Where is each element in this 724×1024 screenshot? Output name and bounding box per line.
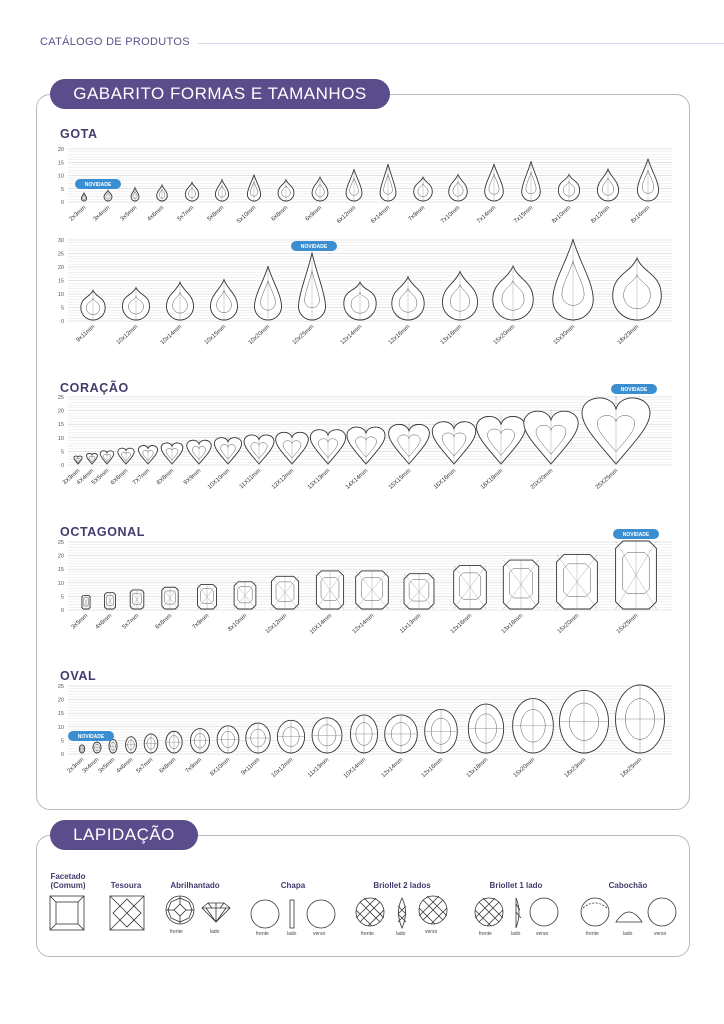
octagonal-4x6mm — [105, 593, 116, 609]
axis-tick-label: 0 — [60, 608, 64, 614]
size-label: 12x14mm — [380, 757, 405, 780]
gota-6x14mm — [380, 164, 396, 201]
coracao-10X10mm — [214, 437, 241, 464]
size-label: 15x20mm — [492, 324, 517, 347]
size-label: 5x8mm — [206, 205, 226, 223]
oval-9x11mm — [246, 723, 270, 753]
axis-tick-label: 30 — [57, 238, 64, 244]
briollet2-lado-label: lado — [396, 931, 406, 937]
section-title-oval: OVAL — [60, 669, 97, 683]
oval-10X14mm — [350, 715, 377, 753]
gota-10x15mm — [211, 280, 238, 321]
cuts-panel-title: LAPIDAÇÃO — [50, 820, 198, 850]
cabochao-front-icon — [581, 898, 609, 926]
size-label: 3X3mm — [61, 468, 82, 487]
size-label: 12x16mm — [387, 324, 412, 347]
cut-title-tesoura: Tesoura — [110, 881, 142, 890]
size-label: 6x8mm — [270, 205, 290, 223]
axis-tick-label: 10 — [57, 580, 64, 587]
oval-3x4mm — [93, 742, 101, 753]
gota-7x15mm — [522, 161, 541, 201]
size-label: 2x3mm — [66, 757, 86, 775]
gota-3x4mm — [104, 190, 112, 201]
svg-text:NOVIDADE: NOVIDADE — [622, 532, 650, 538]
svg-text:NOVIDADE: NOVIDADE — [620, 387, 648, 393]
oval-7x9mm — [190, 729, 209, 753]
axis-tick-label: 25 — [57, 540, 64, 546]
coracao-8X8mm — [161, 442, 183, 464]
octagonal-chart — [50, 526, 680, 651]
axis-tick-label: 0 — [60, 319, 64, 325]
size-label: 9x11mm — [240, 757, 262, 777]
size-label: 3x5mm — [97, 757, 117, 775]
size-label: 15x20mm — [512, 757, 537, 780]
size-label: 15X15mm — [387, 468, 413, 491]
size-label: 8x10mm — [227, 613, 249, 633]
size-label: 12x16mm — [449, 613, 474, 636]
cabochao-side-icon — [616, 912, 642, 922]
axis-tick-label: 20 — [57, 265, 64, 271]
size-label: 10x12mm — [270, 757, 295, 780]
size-label: 6X6mm — [109, 468, 130, 487]
novidade-badge — [613, 529, 659, 539]
size-label: 4x6mm — [146, 205, 166, 223]
size-label: 7x9mm — [184, 757, 204, 775]
size-label: 8x12mm — [590, 205, 612, 225]
briollet1-verso-label: verso — [536, 931, 549, 937]
axis-tick-label: 0 — [60, 200, 64, 206]
size-label: 11x13mm — [307, 757, 331, 779]
axis-tick-label: 15 — [57, 567, 64, 574]
size-label: 13x18mm — [500, 613, 525, 636]
axis-tick-label: 15 — [57, 278, 64, 285]
size-label: 3x4mm — [92, 205, 112, 223]
catalog-header: CATÁLOGO DE PRODUTOS — [40, 36, 190, 48]
size-label: 7X7mm — [131, 468, 152, 487]
gota-4x6mm — [157, 185, 168, 201]
size-label: 13x18mm — [465, 757, 490, 780]
section-title-octagonal: OCTAGONAL — [60, 525, 146, 539]
gota-5x7mm — [185, 182, 198, 201]
shapes-panel-title: GABARITO FORMAS E TAMANHOS — [50, 79, 390, 109]
briollet1-side-icon — [516, 898, 521, 928]
size-label: 4x6mm — [115, 757, 135, 775]
size-label: 12x16mm — [420, 757, 445, 780]
chapa-front-icon — [251, 900, 279, 928]
size-label: 10x25mm — [291, 324, 316, 347]
size-label: 10X14mm — [342, 757, 368, 780]
octagonal-15x25mm — [616, 541, 657, 609]
size-label: 12x14mm — [339, 324, 364, 347]
gota-7x10mm — [449, 175, 468, 202]
oval-4x6mm — [126, 737, 137, 753]
size-label: 7x9mm — [407, 205, 427, 223]
axis-tick-label: 15 — [57, 160, 64, 167]
size-label: 6x8mm — [158, 757, 178, 775]
coracao-14X14mm — [347, 426, 385, 464]
oval-3x5mm — [109, 739, 117, 753]
briollet2-front-icon — [356, 898, 384, 926]
facetado-icon — [50, 896, 84, 930]
tesoura-icon — [110, 896, 144, 930]
cut-title-chapa: Chapa — [280, 881, 306, 890]
briollet2-back-icon — [419, 896, 447, 924]
size-label: 2x3mm — [68, 205, 88, 223]
octagonal-6x8mm — [162, 587, 178, 609]
octagonal-10x12mm — [271, 576, 298, 609]
gota-8x10mm — [558, 175, 579, 202]
axis-tick-label: 0 — [60, 752, 64, 758]
axis-tick-label: 5 — [60, 305, 64, 312]
coracao-12X12mm — [276, 431, 309, 464]
svg-text:NOVIDADE: NOVIDADE — [77, 734, 105, 740]
size-label: 10x14mm — [159, 324, 184, 347]
size-label: 6x14mm — [370, 205, 392, 225]
axis-tick-label: 10 — [57, 724, 64, 731]
axis-tick-label: 10 — [57, 292, 64, 298]
size-label: 10x15mm — [203, 324, 228, 347]
size-label: 3x5mm — [70, 613, 90, 631]
gota-5x10mm — [247, 175, 260, 202]
coracao-16X16mm — [432, 420, 476, 464]
cabochao-frente-label: frente — [586, 931, 599, 937]
abrilhantado-side-icon — [202, 903, 230, 922]
axis-tick-label: 10 — [57, 173, 64, 180]
oval-8X10mm — [217, 726, 239, 753]
size-label: 5X5mm — [90, 468, 111, 487]
size-label: 3x4mm — [81, 757, 101, 775]
axis-tick-label: 5 — [60, 449, 64, 456]
coracao-15X15mm — [389, 423, 430, 464]
size-label: 15x25mm — [615, 613, 640, 636]
coracao-3X3mm — [74, 456, 82, 464]
gota-9x11mm — [81, 290, 105, 320]
oval-15x20mm — [513, 699, 554, 753]
size-label: 7x9mm — [191, 613, 211, 631]
size-label: 13x18mm — [439, 324, 464, 347]
header-divider — [198, 43, 724, 44]
size-label: 8x16mm — [630, 205, 652, 225]
cabochao-verso-label: verso — [654, 931, 667, 937]
gota-7x14mm — [485, 164, 504, 201]
size-label: 10x12mm — [115, 324, 140, 347]
size-label: 10X10mm — [206, 468, 232, 491]
axis-tick-label: 25 — [57, 684, 64, 690]
cut-title-briollet2: Briollet 2 lados — [373, 881, 431, 890]
coracao-6X6mm — [118, 448, 134, 464]
gota-10x25mm — [299, 253, 326, 321]
axis-tick-label: 0 — [60, 463, 64, 469]
size-label: 5x7mm — [135, 757, 155, 775]
size-label: 7x10mm — [440, 205, 462, 225]
coracao-5X5mm — [100, 450, 114, 464]
axis-tick-label: 20 — [57, 697, 64, 704]
axis-tick-label: 25 — [57, 395, 64, 401]
octagonal-15x20mm — [557, 555, 598, 609]
size-label: 10x20mm — [247, 324, 272, 347]
oval-18x23mm — [560, 690, 609, 753]
gota-10x12mm — [123, 288, 150, 320]
axis-tick-label: 15 — [57, 422, 64, 429]
svg-text:NOVIDADE: NOVIDADE — [84, 182, 112, 188]
oval-12x14mm — [385, 715, 418, 753]
size-label: 12X12mm — [270, 468, 296, 491]
cut-title-briollet1: Briollet 1 lado — [489, 881, 543, 890]
coracao-9X9mm — [187, 440, 211, 464]
size-label: 7x15mm — [513, 205, 535, 225]
size-label: 14X14mm — [344, 468, 370, 491]
octagonal-8x10mm — [234, 582, 256, 609]
gota-8x12mm — [597, 169, 618, 201]
size-label: 8X10mm — [209, 757, 232, 778]
chapa-frente-label: frente — [256, 931, 269, 937]
svg-text:NOVIDADE: NOVIDADE — [300, 244, 328, 250]
size-label: 5x10mm — [236, 205, 258, 225]
section-title-gota: GOTA — [60, 127, 98, 141]
size-label: 11x13mm — [399, 613, 423, 635]
size-label: 18x25mm — [619, 757, 644, 780]
octagonal-12x16mm — [454, 565, 487, 609]
oval-12x16mm — [425, 709, 458, 753]
novidade-badge — [75, 179, 121, 189]
size-label: 8x10mm — [551, 205, 573, 225]
octagonal-10X14mm — [316, 571, 343, 609]
size-label: 4x6mm — [94, 613, 114, 631]
gota-13x18mm — [442, 271, 477, 320]
oval-13x18mm — [468, 704, 503, 753]
oval-2x3mm — [79, 745, 84, 753]
size-label: 18x23mm — [563, 757, 588, 780]
coracao-chart — [50, 382, 680, 507]
gota-6x12mm — [346, 169, 362, 201]
axis-tick-label: 15 — [57, 711, 64, 718]
gota-15x20mm — [493, 266, 534, 320]
size-label: 15x20mm — [556, 613, 581, 636]
size-label: 8X8mm — [155, 468, 176, 487]
size-label: 9x11mm — [75, 324, 97, 344]
cut-title-abrilhantado: Abrilhantado — [170, 881, 220, 890]
cabochao-lado-label: lado — [623, 931, 633, 937]
chapa-back-icon — [307, 900, 335, 928]
coracao-20X20mm — [524, 410, 578, 464]
gota-chart-row2 — [50, 237, 680, 357]
size-label: 25X25mm — [594, 468, 620, 491]
axis-tick-label: 20 — [57, 147, 64, 153]
gota-6x8mm — [278, 180, 294, 201]
coracao-13X13mm — [310, 429, 345, 464]
size-label: 11X11mm — [238, 468, 263, 491]
size-label: 6x9mm — [304, 205, 324, 223]
coracao-7X7mm — [138, 445, 157, 464]
oval-18x25mm — [616, 685, 665, 753]
axis-tick-label: 20 — [57, 408, 64, 415]
coracao-25X25mm — [582, 396, 650, 464]
size-label: 10x12mm — [264, 613, 289, 636]
axis-tick-label: 20 — [57, 553, 64, 560]
size-label: 5x7mm — [121, 613, 141, 631]
oval-6x8mm — [166, 731, 182, 753]
chapa-verso-label: verso — [313, 931, 326, 937]
size-label: 13X13mm — [306, 468, 332, 491]
novidade-badge — [291, 241, 337, 251]
octagonal-11x13mm — [404, 574, 434, 609]
abrilhantado-frente-label: frente — [170, 929, 183, 935]
cut-title-facetado: Facetado (Comum) — [50, 872, 86, 890]
size-label: 20X20mm — [529, 468, 555, 491]
chapa-side-icon — [290, 900, 294, 928]
size-label: 15x30mm — [552, 324, 577, 347]
size-label: 6x12mm — [336, 205, 358, 225]
gota-15x30mm — [553, 239, 594, 320]
size-label: 9X9mm — [182, 468, 203, 487]
size-label: 16X16mm — [432, 468, 458, 491]
axis-tick-label: 5 — [60, 186, 64, 193]
briollet1-front-icon — [475, 898, 503, 926]
size-label: 18x23mm — [616, 324, 641, 347]
axis-tick-label: 5 — [60, 594, 64, 601]
oval-chart — [50, 681, 680, 791]
gota-chart-row1 — [50, 143, 680, 238]
briollet1-frente-label: frente — [479, 931, 492, 937]
axis-tick-label: 10 — [57, 435, 64, 442]
size-label: 3x5mm — [119, 205, 139, 223]
novidade-badge — [611, 384, 657, 394]
octagonal-7x9mm — [197, 585, 216, 609]
cut-title-cabochao: Cabochão — [608, 881, 648, 890]
cabochao-back-icon — [648, 898, 676, 926]
chapa-lado-label: lado — [287, 931, 297, 937]
gota-12x14mm — [344, 282, 376, 320]
size-label: 6x8mm — [154, 613, 174, 631]
oval-5x7mm — [144, 734, 158, 753]
size-label: 5x7mm — [176, 205, 196, 223]
gota-3x5mm — [131, 188, 139, 201]
octagonal-12x14mm — [356, 571, 389, 609]
abrilhantado-lado-label: lado — [210, 929, 220, 935]
gota-10x14mm — [167, 282, 194, 320]
octagonal-3x5mm — [82, 595, 90, 609]
briollet2-verso-label: verso — [425, 929, 438, 935]
gota-10x20mm — [255, 266, 282, 320]
section-title-coracao: CORAÇÃO — [60, 381, 129, 395]
briollet1-lado-label: lado — [511, 931, 521, 937]
abrilhantado-front-icon — [166, 896, 194, 924]
briollet1-back-icon — [530, 898, 558, 926]
briollet2-frente-label: frente — [361, 931, 374, 937]
octagonal-5x7mm — [130, 590, 144, 609]
octagonal-13x18mm — [503, 560, 538, 609]
oval-11x13mm — [312, 718, 342, 753]
size-label: 10X14mm — [308, 613, 334, 636]
cuts-illustrations — [40, 890, 684, 944]
axis-tick-label: 5 — [60, 738, 64, 745]
size-label: 7x14mm — [476, 205, 498, 225]
oval-10x12mm — [277, 720, 304, 753]
size-label: 4X4mm — [75, 468, 96, 487]
novidade-badge — [68, 731, 114, 741]
axis-tick-label: 25 — [57, 251, 64, 258]
size-label: 18X18mm — [479, 468, 505, 491]
briollet2-side-icon — [398, 898, 406, 928]
gota-5x8mm — [215, 180, 228, 201]
size-label: 12x14mm — [351, 613, 376, 636]
